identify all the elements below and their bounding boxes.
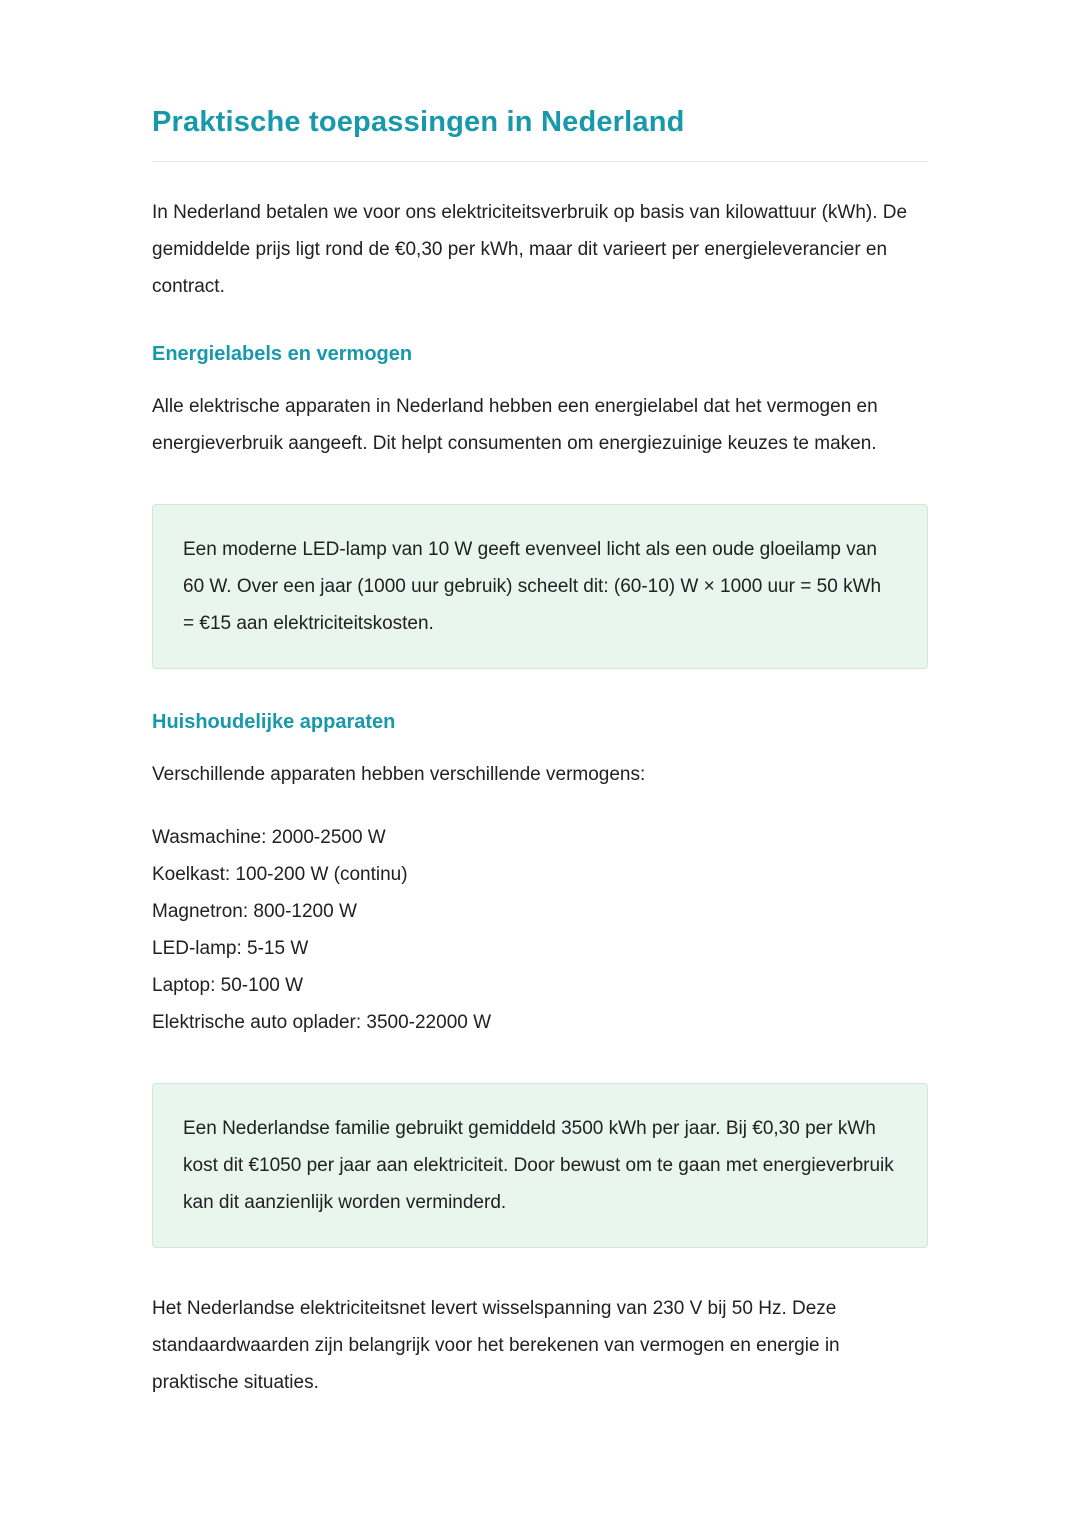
list-item-magnetron: Magnetron: 800-1200 W bbox=[152, 901, 357, 922]
section-heading-energielabels: Energielabels en vermogen bbox=[152, 343, 413, 365]
list-item-wasmachine: Wasmachine: 2000-2500 W bbox=[152, 827, 386, 848]
callout-family-usage bbox=[152, 1083, 928, 1248]
callout-led-example-text: Een moderne LED-lamp van 10 W geeft evenveel licht als een oude gloeilamp van 60 W. Over een jaar (1000 uur gebruik) scheelt dit: (60-10) W × 1000 uur = 50 kWh = €15 aan elektriciteitskosten. bbox=[183, 539, 882, 634]
content-column bbox=[152, 0, 928, 1401]
outro-paragraph: Het Nederlandse elektriciteitsnet levert wisselspanning van 230 V bij 50 Hz. Deze standaardwaarden zijn belangrijk voor het berekenen van vermogen en energie in praktische situaties. bbox=[152, 1298, 840, 1393]
list-item-koelkast: Koelkast: 100-200 W (continu) bbox=[152, 864, 408, 885]
device-power-list bbox=[152, 819, 928, 1041]
list-item-laptop: Laptop: 50-100 W bbox=[152, 975, 304, 996]
list-item-led-lamp: LED-lamp: 5-15 W bbox=[152, 938, 309, 959]
list-item-auto-oplader: Elektrische auto oplader: 3500-22000 W bbox=[152, 1012, 492, 1033]
section-paragraph-energielabels: Alle elektrische apparaten in Nederland hebben een energielabel dat het vermogen en energieverbruik aangeeft. Dit helpt consumenten om energiezuinige keuzes te maken. bbox=[152, 396, 878, 454]
callout-led-example bbox=[152, 504, 928, 669]
section-paragraph-huishoudelijke-apparaten: Verschillende apparaten hebben verschillende vermogens: bbox=[152, 764, 646, 785]
intro-paragraph: In Nederland betalen we voor ons elektriciteitsverbruik op basis van kilowattuur (kWh). De gemiddelde prijs ligt rond de €0,30 per kWh, maar dit varieert per energieleverancier en contract. bbox=[152, 202, 908, 297]
page-title: Praktische toepassingen in Nederland bbox=[152, 106, 928, 162]
callout-family-usage-text: Een Nederlandse familie gebruikt gemiddeld 3500 kWh per jaar. Bij €0,30 per kWh kost dit €1050 per jaar aan elektriciteit. Door bewust om te gaan met energieverbruik kan dit aanzienlijk worden verminderd. bbox=[183, 1118, 894, 1213]
section-heading-huishoudelijke-apparaten: Huishoudelijke apparaten bbox=[152, 711, 396, 733]
